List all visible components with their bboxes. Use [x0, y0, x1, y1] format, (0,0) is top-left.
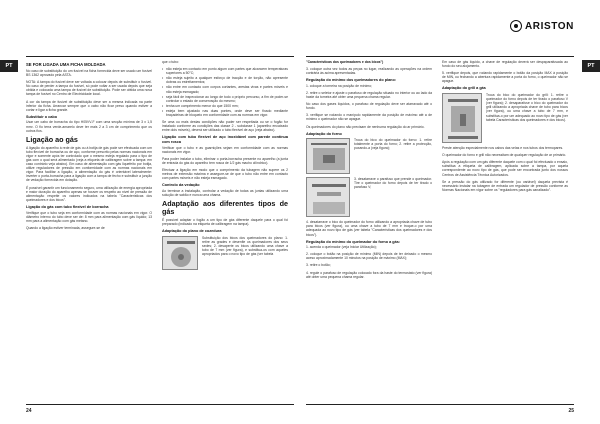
subsection-title: Regulação do mínimo do queimador do forno a gás: — [306, 239, 401, 244]
paragraph: 4. desatarraxe o bico do queimador do forno utilizando a apropriada chave de tubo para bicos (ver figura), ou uma chave a tubo de 7 mm e troque-o por uma adequada ao novo tipo de gás (ver tabela "Características dos queimadores e dos bicos"). — [306, 220, 432, 237]
step: No caso dos gases líquidos, o parafuso de regulação deve ser atarraxado até o fundo. — [306, 102, 432, 111]
paragraph: Em caso de gás líquido, a chave de regulação deverá ser despaparafusada ao fundo do seu alojamento. — [442, 60, 568, 69]
paragraph: Ao terminar a instalação, controlar a vedação de todas as juntas utilizando uma solução de sabão e nunca uma chama. — [162, 188, 288, 197]
step: 4. regule o parafuso de regulação colocado fora da haste do termostato (ver figura) até obter uma pequena chama regular. — [306, 270, 432, 279]
paragraph: Preste atenção especialmente nos cabos das velas e nos tubos dos termopares. — [442, 146, 564, 151]
subsection-title: Adaptação do forno — [306, 131, 342, 136]
step: 1. acenda o queimador (veja Iniciar Utilização); — [306, 245, 377, 250]
list-item: • esteja bem ajustado nas duas pontes, onde deve ser fixado mediante braçadeiras de bloqueio em conformidade com as normas em vigor. — [162, 109, 288, 117]
list-item: • tenha um comprimento menor do que 1500 mm; — [162, 104, 288, 108]
brand-logo-icon — [510, 20, 522, 32]
left-column-1 — [26, 60, 152, 233]
hob-nozzle-figure — [162, 236, 198, 270]
paragraph: É possível adaptar o fogão a um tipo de gás diferente daquele para o qual foi preparado (indicado na etiqueta de calibragem na tampa). — [162, 218, 288, 227]
section-title: SE FOR LIGADA UMA FICHA MOLDADA — [26, 62, 106, 67]
top-rule — [26, 56, 294, 57]
table-reference: "Características dos queimadores e dos bicos") — [306, 60, 384, 64]
right-column-1 — [306, 60, 432, 282]
top-rule — [306, 56, 574, 57]
figure-caption: Troca do bico do queimador do forno: 1. retire totalmente a porta do forno; 2. retire a protecção, puxando-a (veja figura); — [354, 138, 432, 151]
oven-door-figure — [306, 138, 350, 174]
step: 1. coloque a torneira na posição de mínimo; — [306, 83, 372, 88]
step: 2. retire o seletor e ajuste o parafuso de regulação situado no interior ou ao lado da haste da torneira até obter uma pequena chama regular. — [306, 90, 432, 100]
paragraph: Verifique que o tubo seja em conformidade com as normas nacionais em vigor. O diâmetro interno do tubo deve ser de: 8 mm para alimentação com gás líquido; 13 mm para a alimentação com gás metano. — [26, 210, 152, 223]
paragraph: que o tubo: — [162, 60, 179, 64]
language-tab: PT — [582, 60, 600, 72]
paragraph: NOTA: A tampa do fusível deve ser voltada a colocar depois de substituir o fusível. No caso de perder a tampa do fusível, só pode voltar a ser usada depois que seja obtida e colocada uma tampa de fusível de substituição. Pode ser obtida uma nova tampa de fusível no Centro de Electricidade local. — [26, 80, 152, 97]
paragraph: É possível garantir um funcionamento seguro, uma utilização de energia apropriada e maior duração do aparelho apenas se houver os respeito ao nível de pressão de alimentação respeite os valores indicados na tabela "Características dos queimadores e dos bicos". — [26, 185, 152, 202]
oven-burner-figure — [306, 177, 350, 217]
subsection-title: Ligação com tubo flexível de aço inoxidável com parede contínua com rosca — [162, 135, 288, 144]
list-item: • seja fácil de inspeccionar ao longo de todo o próprio percurso, a fim de poder-se controlar o estado de conservação do mesmo; — [162, 95, 288, 103]
paragraph: A cor da tampa de fusível de substituição deve ser a mesma indicada na parte inferior da ficha. Arrancar sempre que o cabo não ficar preso quando estiver a cortar e ligar a ficha grande. — [26, 99, 152, 112]
paragraph: Após a regulação com um gás diferente daquele com o qual foi efectuado o ensaio, substitua a etiqueta de calibragem, aplicada sobre a tampa, por aquela correspondente ao novo tipo de gás, que pode ser encontrada junto dos nossos Centros de Assistência Técnica Autorizados. — [442, 160, 568, 177]
step: 2. coloque o botão na posição de mínimo (MIN) depois de ter deixado o mesmo aceso aproximadamente 10 minutos na posição de máximo (MAX); — [306, 252, 432, 261]
paragraph — [306, 60, 432, 64]
paragraph: Se uma ou mais destas condições não puder ser respeitada ou se o fogão for instalado conforme as condições das classe 2 - subclasse 1 (aparelho encaixado entre dois móveis), deverá ser utilizado o tubo flexível de aço (veja abaixo). — [162, 120, 288, 133]
right-page — [300, 0, 600, 424]
paragraph: Os queimadores do plano não precisam de nenhuma regulação do ar primário. — [306, 124, 425, 129]
language-tab: PT — [0, 60, 18, 72]
bottom-rule — [26, 404, 294, 405]
hose-requirements-list — [162, 67, 288, 117]
figure-row — [306, 177, 432, 217]
step: 3. retire o botão; — [306, 263, 331, 268]
paragraph: O queimador do forno e grill não necessitam de qualquer regulação de ar primário. — [442, 153, 567, 158]
paragraph: 3. coloque outra vez todos as peças no lugar, realizando as operações na ordem contrária às acima apresentadas. — [306, 67, 432, 76]
subsection-title: Regulação do mínimo dos queimadores do plano: — [306, 78, 397, 83]
brand-name: ARISTON — [524, 20, 574, 32]
bottom-rule — [306, 404, 574, 405]
grill-burner-figure — [442, 93, 482, 143]
paragraph: Se a pressão do gás utilizado for diferente (ou variável) daquela prevista é necessário instalar na tubagem de entrada um regulador de pressão conforme as Normas Nacionais em vigor sobre os "reguladores para gás canalizado". — [442, 179, 568, 192]
paragraph: Para poder instalar o tubo, eliminar o porta-borracha presente no aparelho (a junta de entrada do gás do aparelho tem rosca de 1/2 gás macho cilíndrico). — [162, 156, 288, 165]
subsection-title: Adaptação do grill a gás — [442, 86, 486, 91]
figure-caption: 3. desatarraxe o parafuso que prende o queimador. Tire o queimador do forno depois de ter tirado o parafuso V; — [354, 177, 432, 190]
paragraph: No caso de substituição do um fusível na ficha fornecida deve ser usado um fusível BS 1362 aprovado pela ASTA. — [26, 69, 152, 78]
paragraph: A ligação do aparelho à rede de gás ou à botija de gás pode ser efectuada com um tubo flexível de borracha ou de aço, conforme prescrito pelas normas nacionais em vigor e somente após ter controlado que o mesmo esteja regulado para o tipo de gás com o qual será alimentado (veja a etiqueta de calibragem sobre a tampa: em caso contrário veja abaixo). Em caso de alimentação com gás liquefeito por botija, utilize reguladores de pressão em conformidade com as normas nacionais em vigor. Para facilitar a ligação, a alimentação do gás é orientável lateralmente: inverter o porta-borracha para a ligação com a tampa de fecho e substituir a junção de vedação fornecida em dotação. — [26, 145, 152, 183]
subsection-title: Substituir o cabo — [26, 114, 58, 119]
paragraph: Verificar que o tubo e as guarnições sejam em conformidade com as normas nacionais em vigor. — [162, 145, 288, 154]
subsection-title: Adaptação do plano de cozedura — [162, 229, 222, 234]
step: 3. verifique se rodando o manípulo rapidamente da posição de máximo até a de mínimo o queimador não se apague. — [306, 113, 432, 122]
brand-logo — [510, 20, 574, 32]
page-number: 25 — [568, 408, 574, 414]
right-column-2 — [442, 60, 568, 195]
paragraph: Quando a ligação estiver terminada, assegure-se de — [26, 225, 105, 230]
figure-caption: Substituição dos bicos dos queimadores do plano: 1. retire as grades e desenfie os queimadores dos seus sedes; 2. desaperte os bicos utilizando uma chave a tubo de 7 mm (ver figura), e substitua-os com aqueles apropriados para o novo tipo de gás (ver tabela — [202, 235, 288, 257]
section-heading-gas-adaptation: Adaptação aos diferentes tipos de gás — [162, 199, 288, 217]
paragraph: 5. verifique depois, que rodando rapidamente o botão da posição MAX à posição de MIN, ou fechando a abertura rapidamente a porta do forno, o queimador não se apague. — [442, 71, 568, 84]
figure-row — [162, 236, 288, 270]
figure-row — [306, 138, 432, 174]
subsection-title: Controlo da vedação — [162, 183, 200, 188]
figure-caption: Troca do bico do queimador do grill: 1. retire o queimador do forno depois de ter tirado o parafuso V (ver figura); 2. desaparafuse o bico do queimador do grill utilizando a apropriada chave de tubo para bicos (ver figura), ou uma chave a tubo de 7 mm, e substitua-o por um adequado ao novo tipo de gás (ver tabela Características dos queimadores e dos bicos). — [486, 93, 568, 122]
section-heading-gas-connection: Ligação ao gás — [26, 134, 78, 144]
list-item: • não entre em contacto com corpos cortantes, arestas vivas e partes móveis e não esteja esmagado; — [162, 85, 288, 93]
list-item: • não esteja sujeito a qualquer esforço de tracção e de torção, não apresente dobras ou estreitamentos; — [162, 76, 288, 84]
subsection-title: Ligação do gás com tubo flexível de borracha — [26, 204, 109, 209]
list-item: • não esteja em contacto em ponto algum com partes que alcancem temperaturas superiores a 50°C; — [162, 67, 288, 75]
figure-row — [442, 93, 568, 143]
left-column-2 — [162, 60, 288, 273]
paragraph: Usar um cabo de borracha do tipo H05VV-F com uma secção mínima de 3 x 1,5 mm². O fio terra verde-amarelo deve ter mais 2 a 3 cm de comprimento que os outros fios. — [26, 120, 152, 133]
page-number: 24 — [26, 408, 32, 414]
paragraph: Efectuar a ligação em modo que o comprimento da tubagem não supere os 2 metros de extensão máxima e assegure-se de que o tubo não entre em contacto com partes móveis e não esteja esmagado. — [162, 167, 288, 181]
